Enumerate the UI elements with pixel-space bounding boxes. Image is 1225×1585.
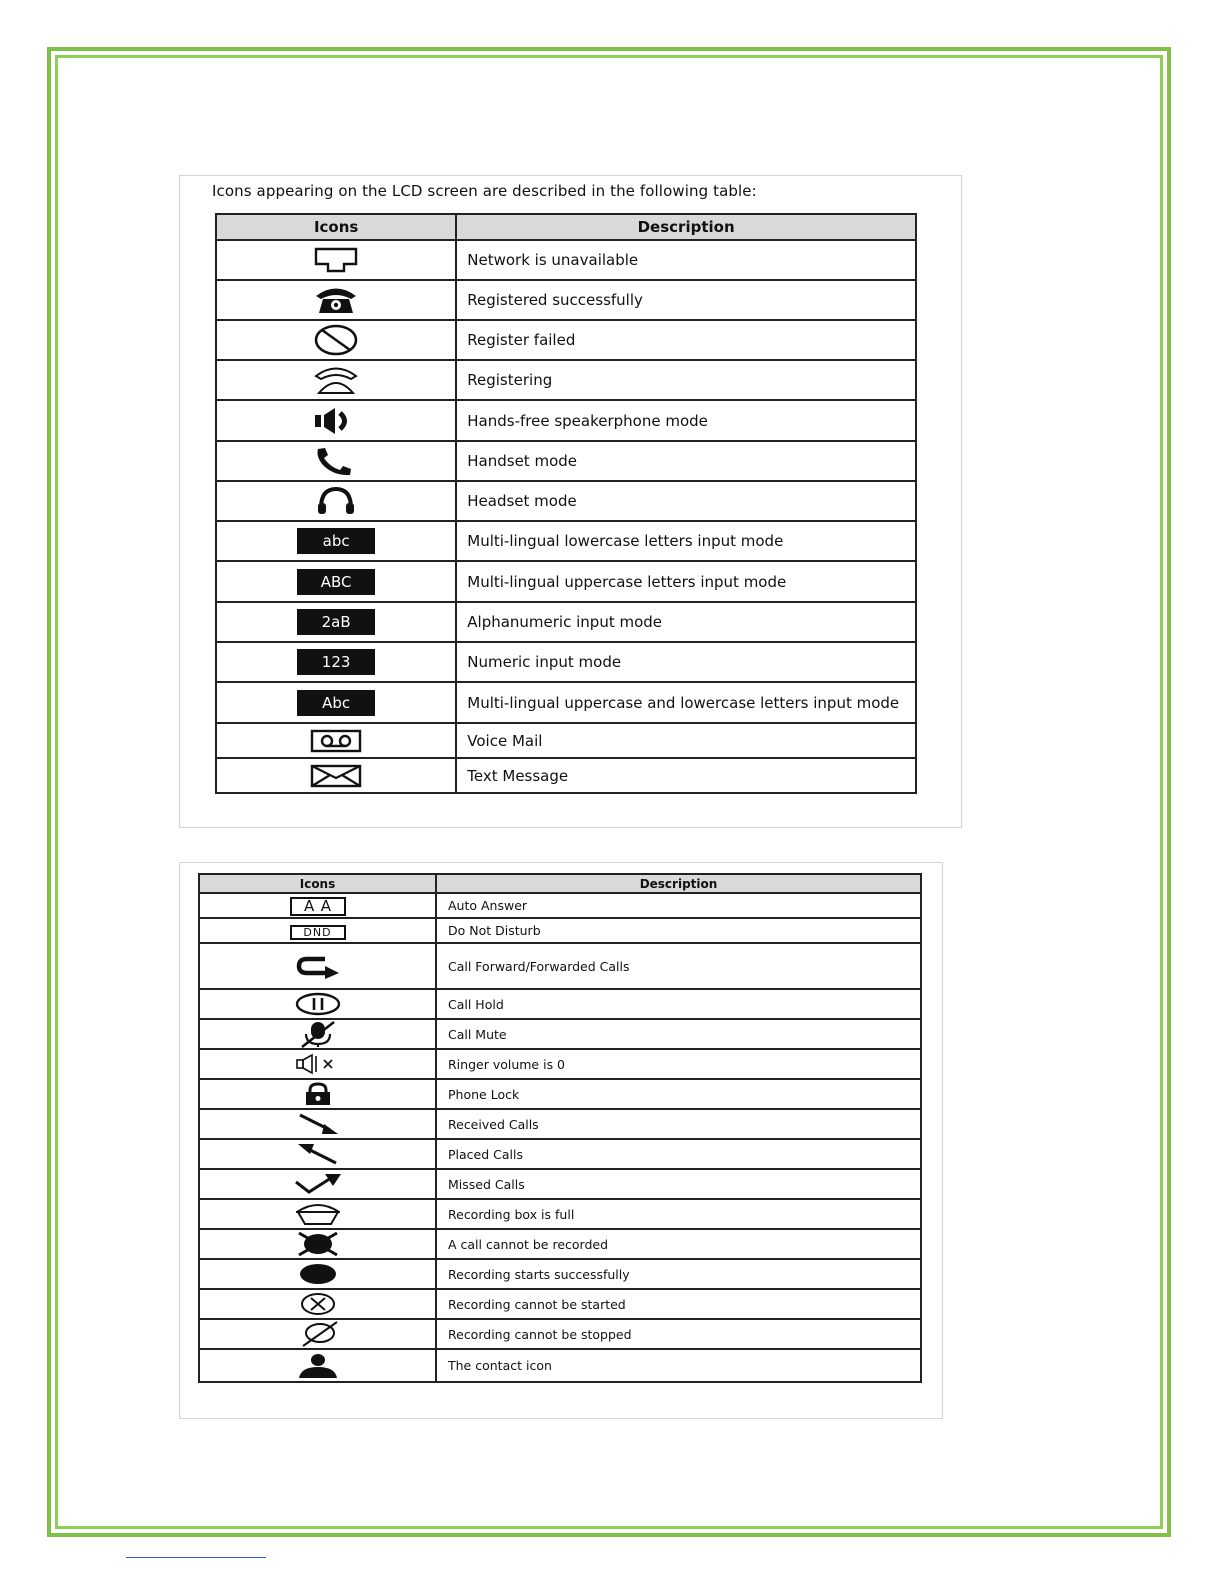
table-row (216, 602, 916, 642)
description-cell: Handset mode (456, 441, 916, 481)
contact-icon (293, 1353, 343, 1379)
lock-icon (294, 1082, 342, 1106)
table-row (216, 758, 916, 793)
table-row (199, 1229, 921, 1259)
speaker-icon (313, 407, 359, 435)
description-cell: Recording cannot be started (436, 1289, 921, 1319)
description-cell: Phone Lock (436, 1079, 921, 1109)
description-cell: Hands-free speakerphone mode (456, 400, 916, 441)
description-cell: Register failed (456, 320, 916, 360)
record-blocked-icon (293, 1231, 343, 1257)
table-row (216, 441, 916, 481)
table-row (199, 1139, 921, 1169)
description-cell: Registering (456, 360, 916, 400)
table-row (199, 1049, 921, 1079)
table-row (216, 280, 916, 320)
recording-box-full-icon (293, 1202, 343, 1226)
numeric-mode-icon: 123 (297, 649, 375, 675)
table-row (216, 682, 916, 723)
description-cell: Registered successfully (456, 280, 916, 320)
description-cell: Recording cannot be stopped (436, 1319, 921, 1349)
table-row (216, 400, 916, 441)
network-unavailable-icon (314, 247, 358, 273)
description-cell: Network is unavailable (456, 240, 916, 280)
table-header-row (199, 874, 921, 893)
table-row (199, 1109, 921, 1139)
uppercase-mode-icon: ABC (297, 569, 375, 595)
description-cell: Headset mode (456, 481, 916, 521)
registering-phone-icon (313, 365, 359, 395)
table-row (199, 943, 921, 989)
table-row (199, 1199, 921, 1229)
received-arrow-icon (294, 1112, 342, 1136)
pause-icon (294, 992, 342, 1016)
description-cell: Auto Answer (436, 893, 921, 918)
table-row (199, 1349, 921, 1382)
status-icons-table (198, 873, 922, 1383)
table-row (199, 989, 921, 1019)
table-row (216, 240, 916, 280)
description-cell: Recording box is full (436, 1199, 921, 1229)
table-row (199, 1289, 921, 1319)
voicemail-icon (310, 729, 362, 753)
ringer-off-icon (294, 1053, 342, 1075)
description-cell: Numeric input mode (456, 642, 916, 682)
description-cell: Multi-lingual uppercase and lowercase letters input mode (456, 682, 916, 723)
handset-icon (313, 446, 359, 476)
table-row (199, 1019, 921, 1049)
description-cell: Multi-lingual lowercase letters input mode (456, 521, 916, 561)
table-row (216, 481, 916, 521)
prohibited-icon (314, 324, 358, 356)
registered-phone-icon (313, 285, 359, 315)
empty-set-icon (293, 1321, 343, 1347)
alphanumeric-mode-icon: 2aB (297, 609, 375, 635)
table-row (199, 1259, 921, 1289)
description-cell: Placed Calls (436, 1139, 921, 1169)
headset-icon (313, 486, 359, 516)
table-row (216, 642, 916, 682)
status-icons-panel (179, 862, 943, 1419)
auto-answer-icon: AA (290, 897, 346, 916)
description-cell: Call Hold (436, 989, 921, 1019)
icons-column-header: Icons (216, 214, 456, 240)
description-cell: Multi-lingual uppercase letters input mode (456, 561, 916, 602)
description-cell: Call Mute (436, 1019, 921, 1049)
footer-link-underline (126, 1557, 266, 1558)
table-row (199, 893, 921, 918)
description-cell: Voice Mail (456, 723, 916, 758)
mute-microphone-icon (294, 1020, 342, 1048)
placed-arrow-icon (294, 1142, 342, 1166)
description-cell: Ringer volume is 0 (436, 1049, 921, 1079)
description-cell: A call cannot be recorded (436, 1229, 921, 1259)
description-cell: Recording starts successfully (436, 1259, 921, 1289)
icons-column-header: Icons (199, 874, 436, 893)
table-row (199, 1319, 921, 1349)
dnd-icon: DND (290, 925, 346, 940)
description-cell: The contact icon (436, 1349, 921, 1382)
table-header-row (216, 214, 916, 240)
description-cell: Alphanumeric input mode (456, 602, 916, 642)
missed-arrow-icon (293, 1172, 343, 1196)
intro-text: Icons appearing on the LCD screen are described in the following table: (212, 182, 757, 200)
table-row (216, 521, 916, 561)
description-cell: Missed Calls (436, 1169, 921, 1199)
table-row (216, 723, 916, 758)
table-row (216, 320, 916, 360)
circle-x-icon (293, 1292, 343, 1316)
table-row (216, 561, 916, 602)
description-cell: Do Not Disturb (436, 918, 921, 943)
description-column-header: Description (436, 874, 921, 893)
abc-mode-icon: abc (297, 528, 375, 554)
table-row (216, 360, 916, 400)
envelope-icon (310, 764, 362, 788)
mixed-case-mode-icon: Abc (297, 690, 375, 716)
record-dot-icon (293, 1262, 343, 1286)
call-forward-icon (295, 953, 341, 979)
table-row (199, 918, 921, 943)
lcd-icons-panel (179, 175, 962, 828)
lcd-icons-table (215, 213, 917, 794)
description-column-header: Description (456, 214, 916, 240)
description-cell: Received Calls (436, 1109, 921, 1139)
table-row (199, 1079, 921, 1109)
table-row (199, 1169, 921, 1199)
description-cell: Text Message (456, 758, 916, 793)
description-cell: Call Forward/Forwarded Calls (436, 943, 921, 989)
